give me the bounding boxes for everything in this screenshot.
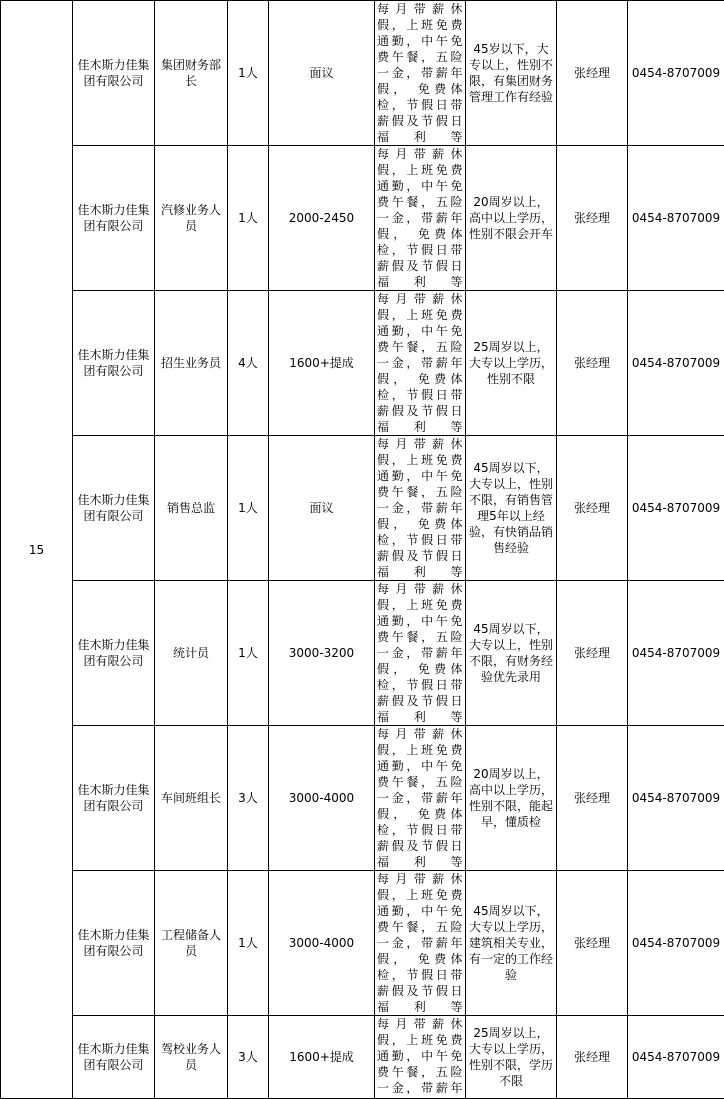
phone-cell: 0454-8707009 — [628, 1016, 724, 1099]
welfare-cell: 每月带薪休假，上班免费通勤，中午免费午餐，五险一金，带薪年假， 免费体检，节假日带薪假及节假日福利等 — [375, 436, 466, 581]
welfare-cell: 每月带薪休假，上班免费通勤，中午免费午餐，五险一金，带薪年 — [375, 1016, 466, 1099]
contact-cell: 张经理 — [557, 436, 628, 581]
company-cell: 佳木斯力佳集团有限公司 — [73, 291, 155, 436]
requirements-cell: 20周岁以上，高中以上学历，性别不限会开车 — [466, 146, 557, 291]
company-cell: 佳木斯力佳集团有限公司 — [73, 581, 155, 726]
requirements-cell: 25周岁以上，大专以上学历，性别不限 — [466, 291, 557, 436]
welfare-cell: 每月带薪休假，上班免费通勤，中午免费午餐，五险一金，带薪年假， 免费体检，节假日带薪假及节假日福利等 — [375, 871, 466, 1016]
requirements-cell: 45岁以下，大专以上，性别不限，有集团财务管理工作有经验 — [466, 1, 557, 146]
salary-cell: 3000-4000 — [269, 871, 375, 1016]
count-cell: 3人 — [228, 726, 269, 871]
company-cell: 佳木斯力佳集团有限公司 — [73, 436, 155, 581]
welfare-cell: 每月带薪休假，上班免费通勤，中午免费午餐，五险一金，带薪年假， 免费体检，节假日带薪假及节假日福利等 — [375, 1, 466, 146]
company-cell: 佳木斯力佳集团有限公司 — [73, 871, 155, 1016]
welfare-cell: 每月带薪休假，上班免费通勤，中午免费午餐，五险一金，带薪年假， 免费体检，节假日带薪假及节假日福利等 — [375, 291, 466, 436]
salary-cell: 1600+提成 — [269, 291, 375, 436]
position-cell: 销售总监 — [155, 436, 228, 581]
phone-cell: 0454-8707009 — [628, 291, 724, 436]
count-cell: 3人 — [228, 1016, 269, 1099]
phone-cell: 0454-8707009 — [628, 436, 724, 581]
count-cell: 1人 — [228, 146, 269, 291]
table-row — [1, 436, 724, 581]
contact-cell: 张经理 — [557, 871, 628, 1016]
contact-cell: 张经理 — [557, 1, 628, 146]
count-cell: 1人 — [228, 436, 269, 581]
welfare-cell: 每月带薪休假，上班免费通勤，中午免费午餐，五险一金，带薪年假， 免费体检，节假日带薪假及节假日福利等 — [375, 726, 466, 871]
phone-cell: 0454-8707009 — [628, 146, 724, 291]
position-cell: 集团财务部长 — [155, 1, 228, 146]
table-row — [1, 726, 724, 871]
table-row — [1, 871, 724, 1016]
requirements-cell: 25周岁以上，大专以上学历，性别不限，学历不限 — [466, 1016, 557, 1099]
welfare-cell: 每月带薪休假，上班免费通勤，中午免费午餐，五险一金，带薪年假， 免费体检，节假日带薪假及节假日福利等 — [375, 146, 466, 291]
contact-cell: 张经理 — [557, 581, 628, 726]
requirements-cell: 45周岁以下，大专以上，性别不限，有财务经验优先录用 — [466, 581, 557, 726]
salary-cell: 面议 — [269, 436, 375, 581]
contact-cell: 张经理 — [557, 726, 628, 871]
phone-cell: 0454-8707009 — [628, 871, 724, 1016]
requirements-cell: 20周岁以上，高中以上学历，性别不限，能起早，懂质检 — [466, 726, 557, 871]
position-cell: 统计员 — [155, 581, 228, 726]
welfare-cell: 每月带薪休假，上班免费通勤，中午免费午餐，五险一金，带薪年假， 免费体检，节假日带薪假及节假日福利等 — [375, 581, 466, 726]
company-cell: 佳木斯力佳集团有限公司 — [73, 146, 155, 291]
table-row — [1, 581, 724, 726]
contact-cell: 张经理 — [557, 146, 628, 291]
table-row — [1, 146, 724, 291]
salary-cell: 2000-2450 — [269, 146, 375, 291]
salary-cell: 面议 — [269, 1, 375, 146]
company-cell: 佳木斯力佳集团有限公司 — [73, 1, 155, 146]
company-cell: 佳木斯力佳集团有限公司 — [73, 1016, 155, 1099]
group-index: 15 — [1, 1, 73, 1099]
count-cell: 1人 — [228, 1, 269, 146]
table-row — [1, 291, 724, 436]
table-row — [1, 1016, 724, 1099]
position-cell: 驾校业务人员 — [155, 1016, 228, 1099]
salary-cell: 3000-3200 — [269, 581, 375, 726]
count-cell: 1人 — [228, 581, 269, 726]
position-cell: 汽修业务人员 — [155, 146, 228, 291]
phone-cell: 0454-8707009 — [628, 726, 724, 871]
count-cell: 1人 — [228, 871, 269, 1016]
phone-cell: 0454-8707009 — [628, 1, 724, 146]
phone-cell: 0454-8707009 — [628, 581, 724, 726]
salary-cell: 3000-4000 — [269, 726, 375, 871]
position-cell: 招生业务员 — [155, 291, 228, 436]
count-cell: 4人 — [228, 291, 269, 436]
table-row — [1, 1, 724, 146]
position-cell: 车间班组长 — [155, 726, 228, 871]
contact-cell: 张经理 — [557, 291, 628, 436]
position-cell: 工程储备人员 — [155, 871, 228, 1016]
salary-cell: 1600+提成 — [269, 1016, 375, 1099]
company-cell: 佳木斯力佳集团有限公司 — [73, 726, 155, 871]
contact-cell: 张经理 — [557, 1016, 628, 1099]
requirements-cell: 45周岁以下，大专以上，性别不限，有销售管理5年以上经验，有快销品销售经验 — [466, 436, 557, 581]
requirements-cell: 45周岁以下，大专以上学历，建筑相关专业，有一定的工作经验 — [466, 871, 557, 1016]
